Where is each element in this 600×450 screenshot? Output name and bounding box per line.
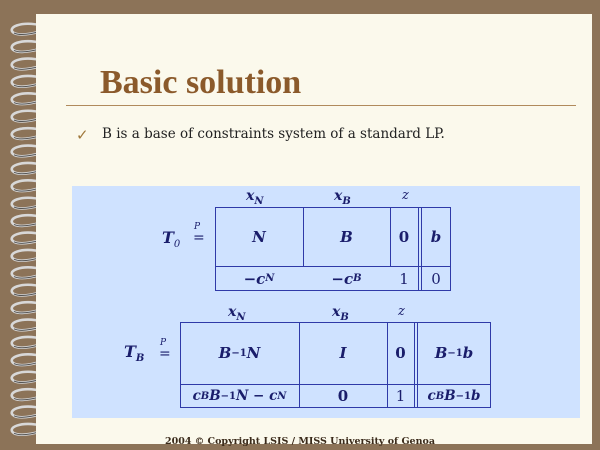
t0-header-z: z: [402, 188, 409, 203]
t0-cell-rhs-zero: 0: [431, 269, 441, 288]
tb-vline-3a: [414, 322, 415, 408]
tb-cell-row2-one: 1: [395, 387, 406, 405]
slide-title: Basic solution: [100, 64, 302, 101]
checkmark-icon: ✓: [76, 128, 89, 144]
slide-footer: 2004 © Copyright LSIS / MISS University of Genoa: [164, 436, 435, 447]
t0-header-xb: $x_B$: [334, 188, 351, 207]
title-rule: [66, 105, 576, 106]
bullet-text: B is a base of constraints system of a standard LP.: [102, 126, 445, 142]
tb-cell-reduced-costs: c B B −1 N − c N: [192, 388, 287, 404]
tb-cell-binv-n: B −1 N: [218, 344, 261, 362]
tb-cell-objective: c B B −1 b: [427, 388, 481, 404]
t0-header-xn: $x_N$: [246, 188, 264, 207]
tb-cell-row2-zero: 0: [337, 387, 349, 405]
tb-relation-eq: =: [159, 346, 171, 362]
t0-cell-b: B: [340, 227, 353, 246]
t0-cell-rhs-b: b: [430, 227, 442, 246]
t0-vline-3a: [418, 207, 419, 291]
tb-relation-p: P: [160, 338, 167, 348]
t0-cell-zero: 0: [398, 227, 410, 246]
t0-cell-one: 1: [399, 269, 409, 288]
t0-relation-eq: =: [193, 230, 205, 246]
t0-cell-neg-cn: −c N: [243, 269, 275, 288]
tb-header-xb: $x_B$: [332, 304, 349, 323]
tb-header-z: z: [398, 304, 405, 319]
t0-row-label: $T_0$: [162, 228, 181, 251]
t0-cell-n: N: [252, 227, 266, 246]
tb-cell-binv-b: B −1 b: [434, 344, 474, 362]
tb-cell-zero: 0: [395, 344, 406, 362]
t0-cell-neg-cb: −c B: [331, 269, 362, 288]
t0-relation-p: P: [194, 222, 201, 232]
tb-cell-identity: I: [339, 344, 347, 362]
tb-row-label: $T_B$: [124, 342, 145, 365]
tb-header-xn: $x_N$: [228, 304, 246, 323]
